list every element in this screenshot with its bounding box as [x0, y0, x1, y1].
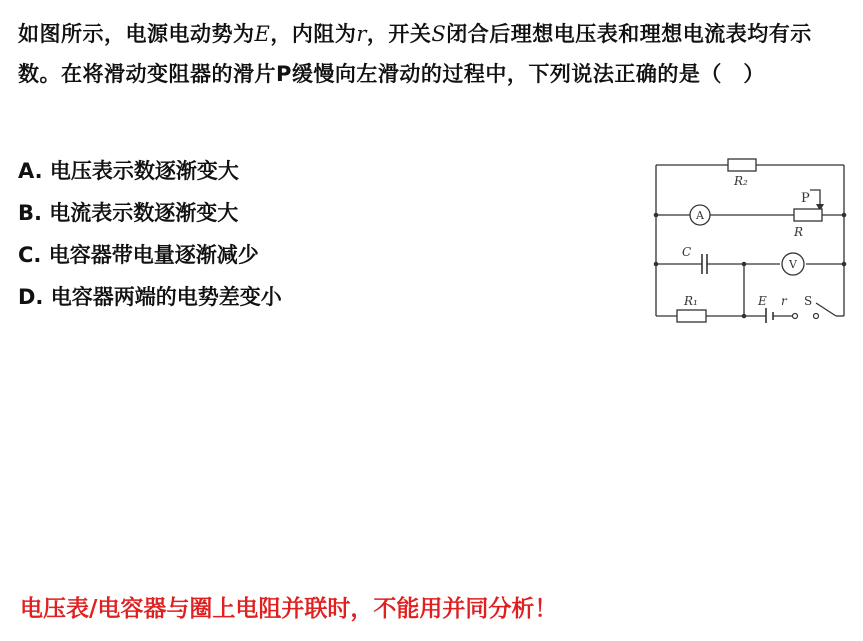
option-a[interactable]: A. 电压表示数逐渐变大 — [18, 159, 239, 183]
resistor-r2 — [728, 159, 756, 171]
rheostat-r — [794, 209, 822, 221]
option-b[interactable]: B. 电流表示数逐渐变大 — [18, 201, 239, 225]
symbol-internal-resistance: r — [356, 22, 367, 46]
capacitor-icon — [702, 254, 707, 274]
option-c[interactable]: C. 电容器带电量逐渐减少 — [18, 243, 259, 267]
label-r2: R₂ — [734, 174, 748, 188]
answer-options — [18, 150, 618, 318]
question-text-1: 如图所示，电源电动势为 — [18, 22, 255, 46]
circuit-nodes — [654, 213, 847, 319]
switch-contact-icon — [814, 314, 819, 319]
option-d[interactable]: D. 电容器两端的电势差变小 — [18, 285, 282, 309]
question-text-4: 闭合后理想电压表和理想电流表均有示数。在将滑动变阻器的滑片P缓慢向左滑动的过程中，下列说法正确的是（ ） — [18, 22, 812, 86]
question-text-3: ，开关 — [366, 22, 432, 46]
switch-contact-icon — [793, 314, 798, 319]
battery-icon — [766, 308, 773, 323]
ammeter-label: A — [696, 209, 704, 222]
circuit-diagram — [640, 148, 850, 323]
question-text-2: ，内阻为 — [270, 22, 357, 46]
red-note: 电压表/电容器与圈上电阻并联时，不能用并同分析！ — [20, 596, 558, 622]
resistor-r1 — [677, 310, 706, 322]
label-r1: R₁ — [684, 294, 698, 308]
question-stem — [18, 14, 848, 94]
label-p: P — [801, 191, 810, 206]
symbol-switch: S — [431, 22, 447, 46]
label-s: S — [804, 294, 813, 308]
label-c: C — [682, 245, 692, 259]
label-internal-r: r — [781, 294, 787, 308]
voltmeter-label: V — [789, 258, 797, 271]
symbol-emf: E — [254, 22, 271, 46]
label-r: R — [794, 225, 804, 239]
label-e: E — [758, 294, 767, 308]
